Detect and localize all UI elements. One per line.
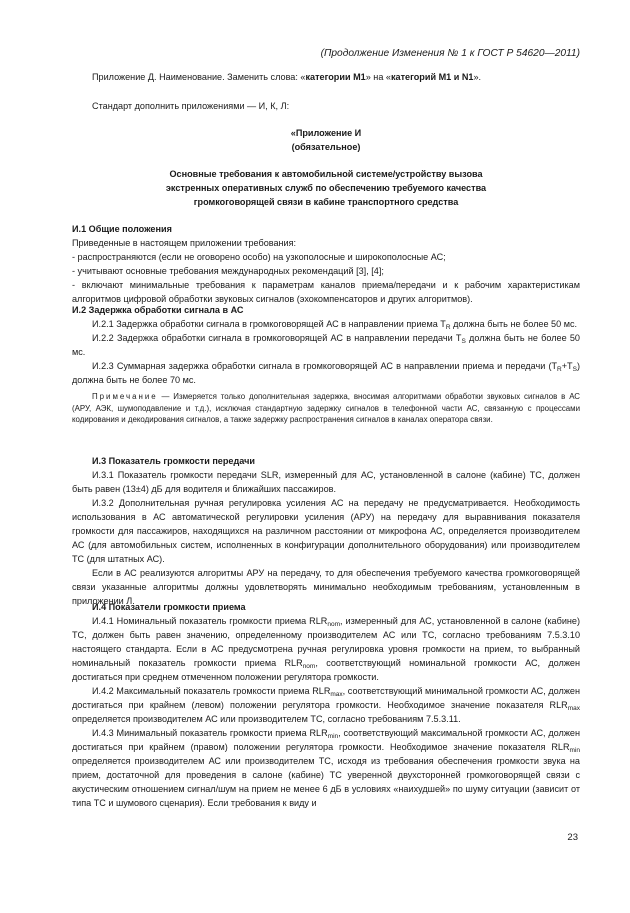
- section-i2: [72, 303, 580, 426]
- paragraph-i4-2: И.4.2 Максимальный показатель громкости приема $RLR_{max}$, соответствующий минимальной громкости АС, должен достигаться при крайнем (левом) положении регулятора громкости. Необходимое значение показателя $RLR_{max}$ определяется производителем АС или производителем ТС, согласно требованиям 7.5.3.11.: [72, 686, 580, 724]
- paragraph-i3-3: Если в АС реализуются алгоритмы АРУ на передачу, то для обеспечения требуемого качества громкоговорящей связи указанные алгоритмы должны удовлетворять минимально необходимым требованиям, установленным в приложении Л.: [72, 568, 580, 606]
- paragraph-i2-3: И.2.3 Суммарная задержка обработки сигнала в громкоговорящей АС в направлении приема и передачи $(Т_R+Т_S)$ должна быть не более 70 мс.: [72, 361, 580, 385]
- paragraph-i2-2: И.2.2 Задержка обработки сигнала в громкоговорящей АС в направлении передачи $Т_S$ должна быть не более 50 мс.: [72, 333, 580, 357]
- annex-d-amendment: Приложение Д. Наименование. Заменить слова: «категории М1» на «категорий М1 и N1».: [92, 72, 482, 82]
- section-i1: И.1 Общие положения Приведенные в настоящем приложении требования: - распространяются (если не оговорено особо) на узкополосные и широкополосные АС; - учитывают основные требования международных рекомендаций [3], [4]; - включают минимальные требования к параметрам каналов приема/передачи и к рабочим характеристикам алгоритмов цифровой обработки звуковых сигналов (эхокомпенсаторов и других алгоритмов).: [72, 224, 580, 304]
- section-i1-title: И.1 Общие положения: [72, 224, 172, 234]
- section-i2-title: И.2 Задержка обработки сигнала в АС: [72, 305, 244, 315]
- note-i2: Примечание — Измеряется только дополнительная задержка, вносимая алгоритмами обработки звуковых сигналов в АС (АРУ, АЭК, шумоподавление и т.д.), исключая стандартную задержку сигналов в телефонной части АС, связанную с процессами кодирования и декодирования сигналов, а также задержку распространения сигналов в каналах оператора связи.: [72, 392, 580, 425]
- supplement-line: Стандарт дополнить приложениями — И, К, Л:: [92, 101, 290, 111]
- paragraph-i3-2: И.3.2 Дополнительная ручная регулировка усиления АС на передачу не предусматривается. Необходимость использования в АС автоматической регулировки усиления (АРУ) на передачу для выравнивания показателя громкости для пассажиров, находящихся на различном расстоянии от микрофона АС, определяется производителем АС (для автомобильных систем, исполненных в конфигурации дополнительного оборудования) или производителем ТС (для штатных АС).: [72, 498, 580, 564]
- section-i3: [72, 454, 580, 608]
- page-number: 23: [567, 832, 578, 843]
- annex-i-heading: Основные требования к автомобильной системе/устройству вызова экстренных оперативных служб по обеспечению требуемого качества громкоговорящей связи в кабине транспортного средства: [165, 169, 487, 207]
- section-i4-title: И.4 Показатели громкости приема: [92, 602, 246, 612]
- paragraph-i4-1: И.4.1 Номинальный показатель громкости приема $RLR_{nom}$, измеренный для АС, установленной в салоне (кабине) ТС, должен быть равен значению, определенному производителем АС или ТС, согласно требованиям 7.5.3.10 настоящего стандарта. Если в АС предусмотрена ручная регулировка уровня громкости на прием, то выбранный номинальный показатель громкости приема $RLR_{nom}$, соответствующий номинальной громкости АС, должен достигаться при среднем отмеченном положении регулятора громкости.: [72, 616, 581, 682]
- paragraph-i4-3: И.4.3 Минимальный показатель громкости приема $RLR_{min}$, соответствующий максимальной громкости АС, должен достигаться при крайнем (правом) положении регулятора громкости. Необходимое значение показателя $RLR_{min}$ определяется производителем АС или производителем ТС, исходя из требования обеспечения громкости звука на прием, достаточной для проведения в салоне (кабине) ТС уверенной двухсторонней громкоговорящей связи с акустическим отношением сигнал/шум на прием не менее 6 дБ в условиях «наихудшей» по шуму ситуации (зависит от типа ТС и шумового сценария). Если требования к виду и: [72, 728, 580, 808]
- list-item: - распространяются (если не оговорено особо) на узкополосные и широкополосные АС;: [72, 252, 446, 262]
- section-i3-title: И.3 Показатель громкости передачи: [92, 456, 255, 466]
- annex-i-title: «Приложение И (обязательное): [290, 128, 362, 152]
- list-item: - учитывают основные требования международных рекомендаций [3], [4];: [72, 266, 384, 276]
- paragraph-i3-1: И.3.1 Показатель громкости передачи SLR, измеренный для АС, установленной в салоне (кабине) ТС, должен быть равен (13±4) дБ для водителя и ближайших пассажиров.: [72, 470, 580, 494]
- paragraph-i2-1: И.2.1 Задержка обработки сигнала в громкоговорящей АС в направлении приема $Т_R$ должна быть не более 50 мс.: [92, 319, 578, 331]
- running-head: (Продолжение Изменения № 1 к ГОСТ Р 54620—2011): [320, 48, 580, 59]
- list-item: - включают минимальные требования к параметрам каналов приема/передачи и к рабочим характеристикам алгоритмов цифровой обработки звуковых сигналов (эхокомпенсаторов и других алгоритмов).: [72, 280, 580, 304]
- section-i4: [72, 600, 580, 810]
